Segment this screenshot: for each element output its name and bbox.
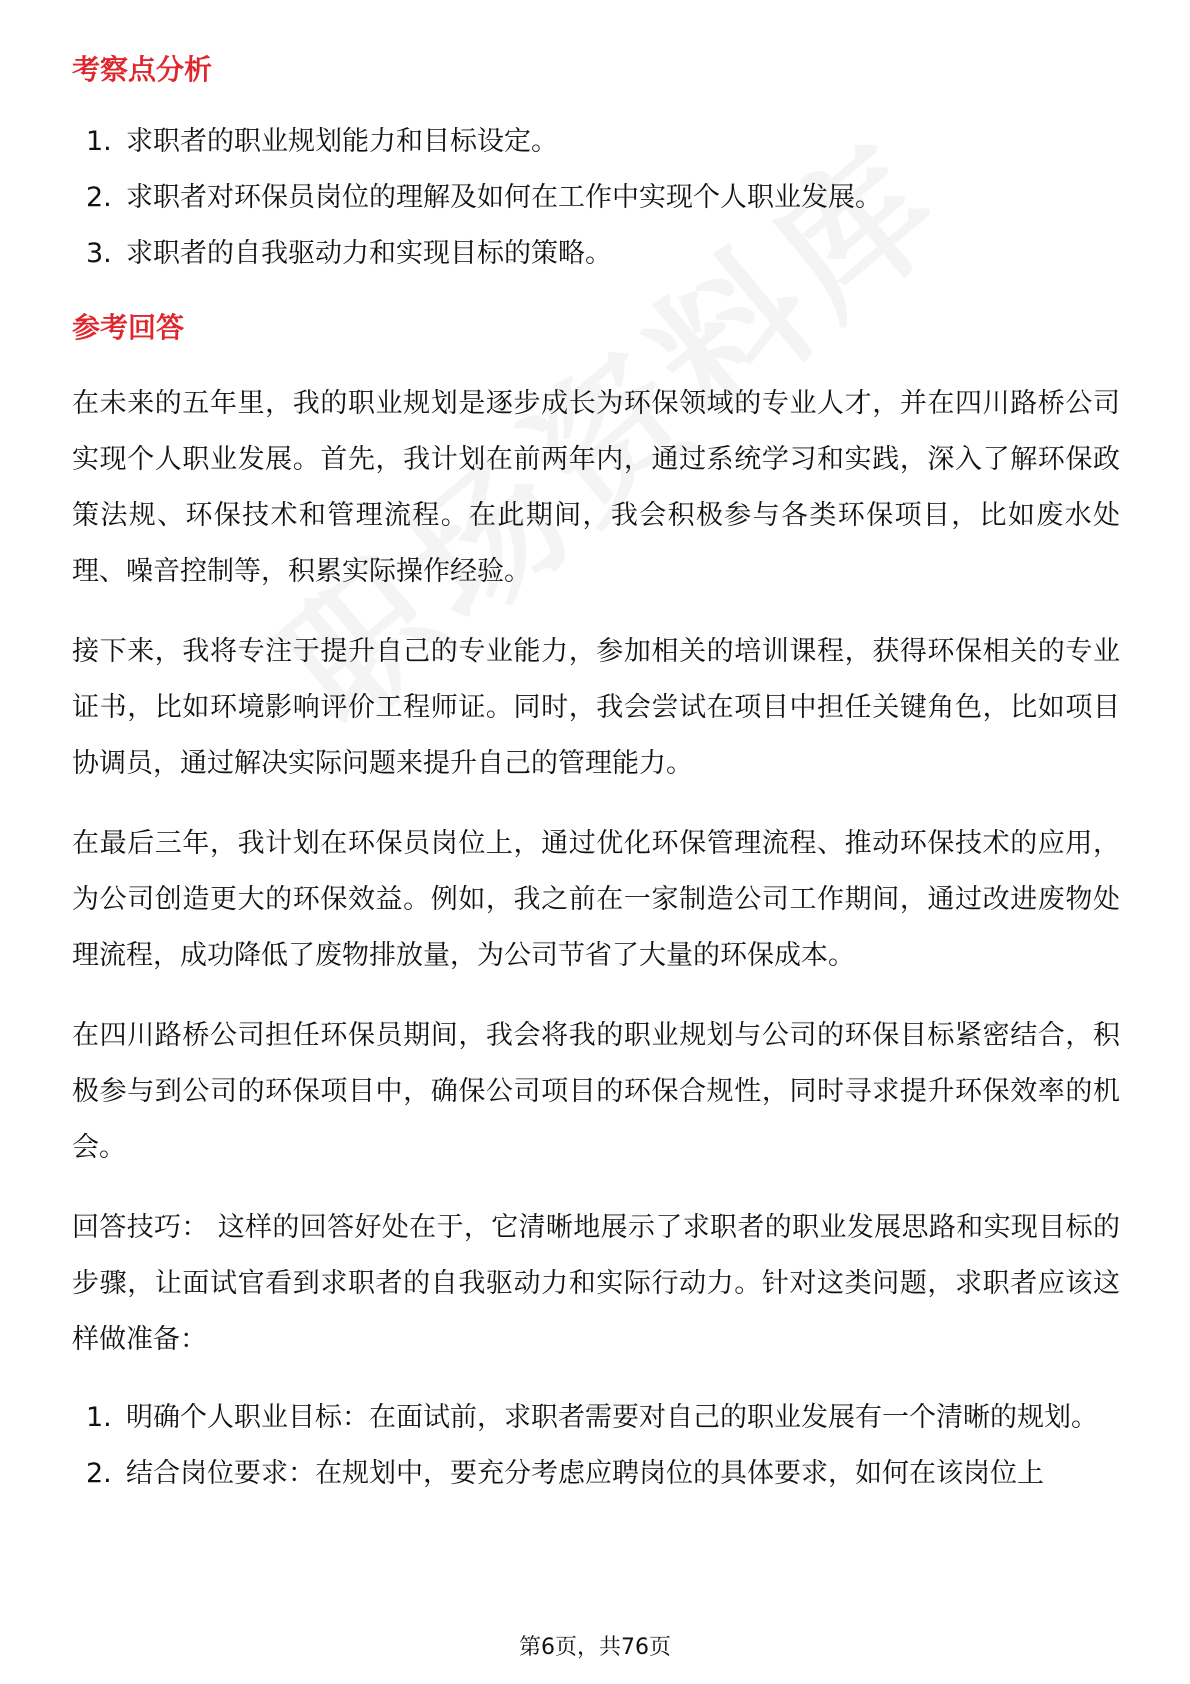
- answer-paragraph: 在四川路桥公司担任环保员期间，我会将我的职业规划与公司的环保目标紧密结合，积极参与到公司的环保项目中，确保公司项目的环保合规性，同时寻求提升环保效率的机会。: [72, 1020, 1120, 1163]
- answer-tips-paragraph: 回答技巧： 这样的回答好处在于，它清晰地展示了求职者的职业发展思路和实现目标的步骤，让面试官看到求职者的自我驱动力和实际行动力。针对这类问题，求职者应该这样做准备：: [72, 1212, 1120, 1355]
- section-heading-answer: 参考回答: [72, 311, 185, 344]
- list-item: 1. 明确个人职业目标：在面试前，求职者需要对自己的职业发展有一个清晰的规划。: [86, 1402, 1098, 1433]
- page-content: [72, 48, 1120, 1502]
- section-heading-analysis: 考察点分析: [72, 53, 213, 86]
- answer-paragraph: 在最后三年，我计划在环保员岗位上，通过优化环保管理流程、推动环保技术的应用，为公司创造更大的环保效益。例如，我之前在一家制造公司工作期间，通过改进废物处理流程，成功降低了废物排放量，为公司节省了大量的环保成本。: [72, 828, 1120, 971]
- analysis-list: [72, 114, 1120, 282]
- answer-paragraph: 接下来，我将专注于提升自己的专业能力，参加相关的培训课程，获得环保相关的专业证书，比如环境影响评价工程师证。同时，我会尝试在项目中担任关键角色，比如项目协调员，通过解决实际问题来提升自己的管理能力。: [72, 636, 1120, 779]
- page-number: 第6页，共76页: [519, 1635, 671, 1660]
- answer-paragraph: 在未来的五年里，我的职业规划是逐步成长为环保领域的专业人才，并在四川路桥公司实现个人职业发展。首先，我计划在前两年内，通过系统学习和实践，深入了解环保政策法规、环保技术和管理流程。在此期间，我会积极参与各类环保项目，比如废水处理、噪音控制等，积累实际操作经验。: [72, 388, 1120, 587]
- tips-list: [72, 1390, 1120, 1502]
- list-item: 3. 求职者的自我驱动力和实现目标的策略。: [86, 238, 612, 269]
- list-item: 2. 结合岗位要求：在规划中，要充分考虑应聘岗位的具体要求，如何在该岗位上: [86, 1458, 1044, 1489]
- list-item: 2. 求职者对环保员岗位的理解及如何在工作中实现个人职业发展。: [86, 182, 882, 213]
- list-item: 1. 求职者的职业规划能力和目标设定。: [86, 126, 558, 157]
